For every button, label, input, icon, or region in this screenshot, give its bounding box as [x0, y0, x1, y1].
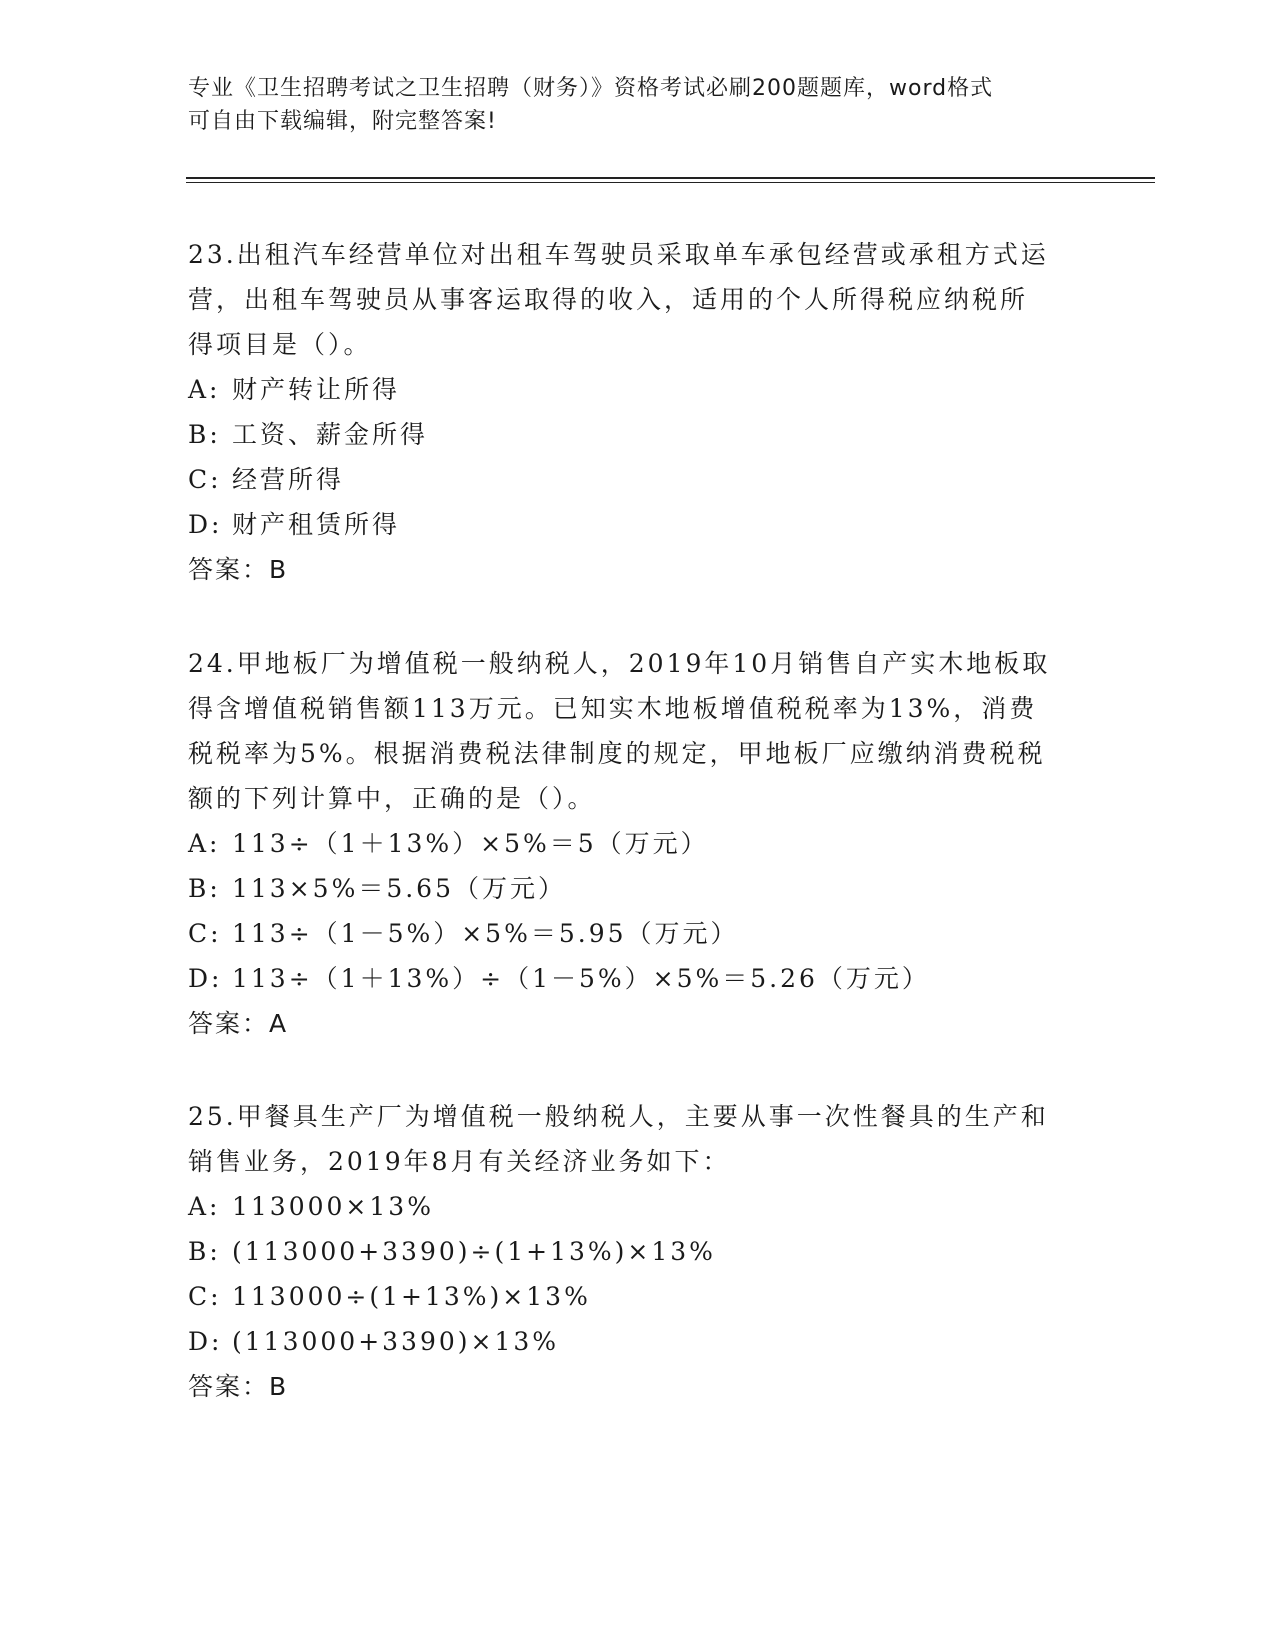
option-label: C:	[188, 465, 222, 494]
option-b	[188, 1229, 1088, 1274]
answer: 答案：B	[188, 555, 289, 584]
option-c	[188, 911, 1088, 956]
answer: 答案：A	[188, 1009, 289, 1038]
option-text: 113÷（1－5%）×5%＝5.95（万元）	[232, 919, 739, 948]
option-text: 财产租赁所得	[232, 510, 401, 539]
option-d	[188, 502, 1088, 547]
question-stem-line: 25.甲餐具生产厂为增值税一般纳税人，主要从事一次性餐具的生产和	[188, 1102, 1049, 1131]
option-c	[188, 457, 1088, 502]
option-text: 113000×13%	[232, 1192, 434, 1221]
option-label: B:	[188, 1237, 221, 1266]
question-stem-line: 税税率为5%。根据消费税法律制度的规定，甲地板厂应缴纳消费税税	[188, 739, 1046, 768]
option-label: A:	[188, 375, 221, 404]
option-label: B:	[188, 874, 221, 903]
header-divider-thick	[186, 177, 1155, 179]
option-text: (113000+3390)×13%	[232, 1327, 560, 1356]
option-a	[188, 367, 1088, 412]
question-stem-line: 额的下列计算中，正确的是（）。	[188, 784, 596, 813]
option-text: 经营所得	[232, 465, 345, 494]
answer: 答案：B	[188, 1372, 289, 1401]
option-label: C:	[188, 1282, 222, 1311]
document-header	[188, 72, 1088, 138]
question-stem-line: 得项目是（）。	[188, 330, 372, 359]
question-24	[188, 641, 1088, 1046]
header-divider-thin	[186, 182, 1155, 183]
option-text: 113÷（1＋13%）÷（1－5%）×5%＝5.26（万元）	[232, 964, 930, 993]
header-line-1: 专业《卫生招聘考试之卫生招聘（财务）》资格考试必刷200题题库，word格式	[188, 76, 994, 101]
option-label: D:	[188, 510, 223, 539]
option-b	[188, 412, 1088, 457]
option-label: B:	[188, 420, 221, 449]
question-stem-line: 得含增值税销售额113万元。已知实木地板增值税税率为13%，消费	[188, 694, 1038, 723]
question-stem-line: 销售业务，2019年8月有关经济业务如下：	[188, 1147, 731, 1176]
option-text: 113000÷(1+13%)×13%	[232, 1282, 591, 1311]
option-b	[188, 866, 1088, 911]
option-d	[188, 956, 1088, 1001]
question-stem-line: 24.甲地板厂为增值税一般纳税人，2019年10月销售自产实木地板取	[188, 649, 1051, 678]
option-a	[188, 821, 1088, 866]
option-label: D:	[188, 1327, 223, 1356]
option-label: D:	[188, 964, 223, 993]
option-text: 财产转让所得	[232, 375, 401, 404]
option-text: (113000+3390)÷(1+13%)×13%	[232, 1237, 716, 1266]
question-stem-line: 23.出租汽车经营单位对出租车驾驶员采取单车承包经营或承租方式运	[188, 240, 1049, 269]
option-text: 113×5%＝5.65（万元）	[232, 874, 566, 903]
option-label: C:	[188, 919, 222, 948]
option-text: 工资、薪金所得	[232, 420, 429, 449]
option-c	[188, 1274, 1088, 1319]
option-text: 113÷（1＋13%）×5%＝5（万元）	[232, 829, 709, 858]
question-25	[188, 1094, 1088, 1409]
question-stem-line: 营，出租车驾驶员从事客运取得的收入，适用的个人所得税应纳税所	[188, 285, 1029, 314]
question-23	[188, 232, 1088, 592]
option-d	[188, 1319, 1088, 1364]
option-label: A:	[188, 829, 221, 858]
option-label: A:	[188, 1192, 221, 1221]
option-a	[188, 1184, 1088, 1229]
header-line-2: 可自由下载编辑，附完整答案!	[188, 109, 497, 134]
